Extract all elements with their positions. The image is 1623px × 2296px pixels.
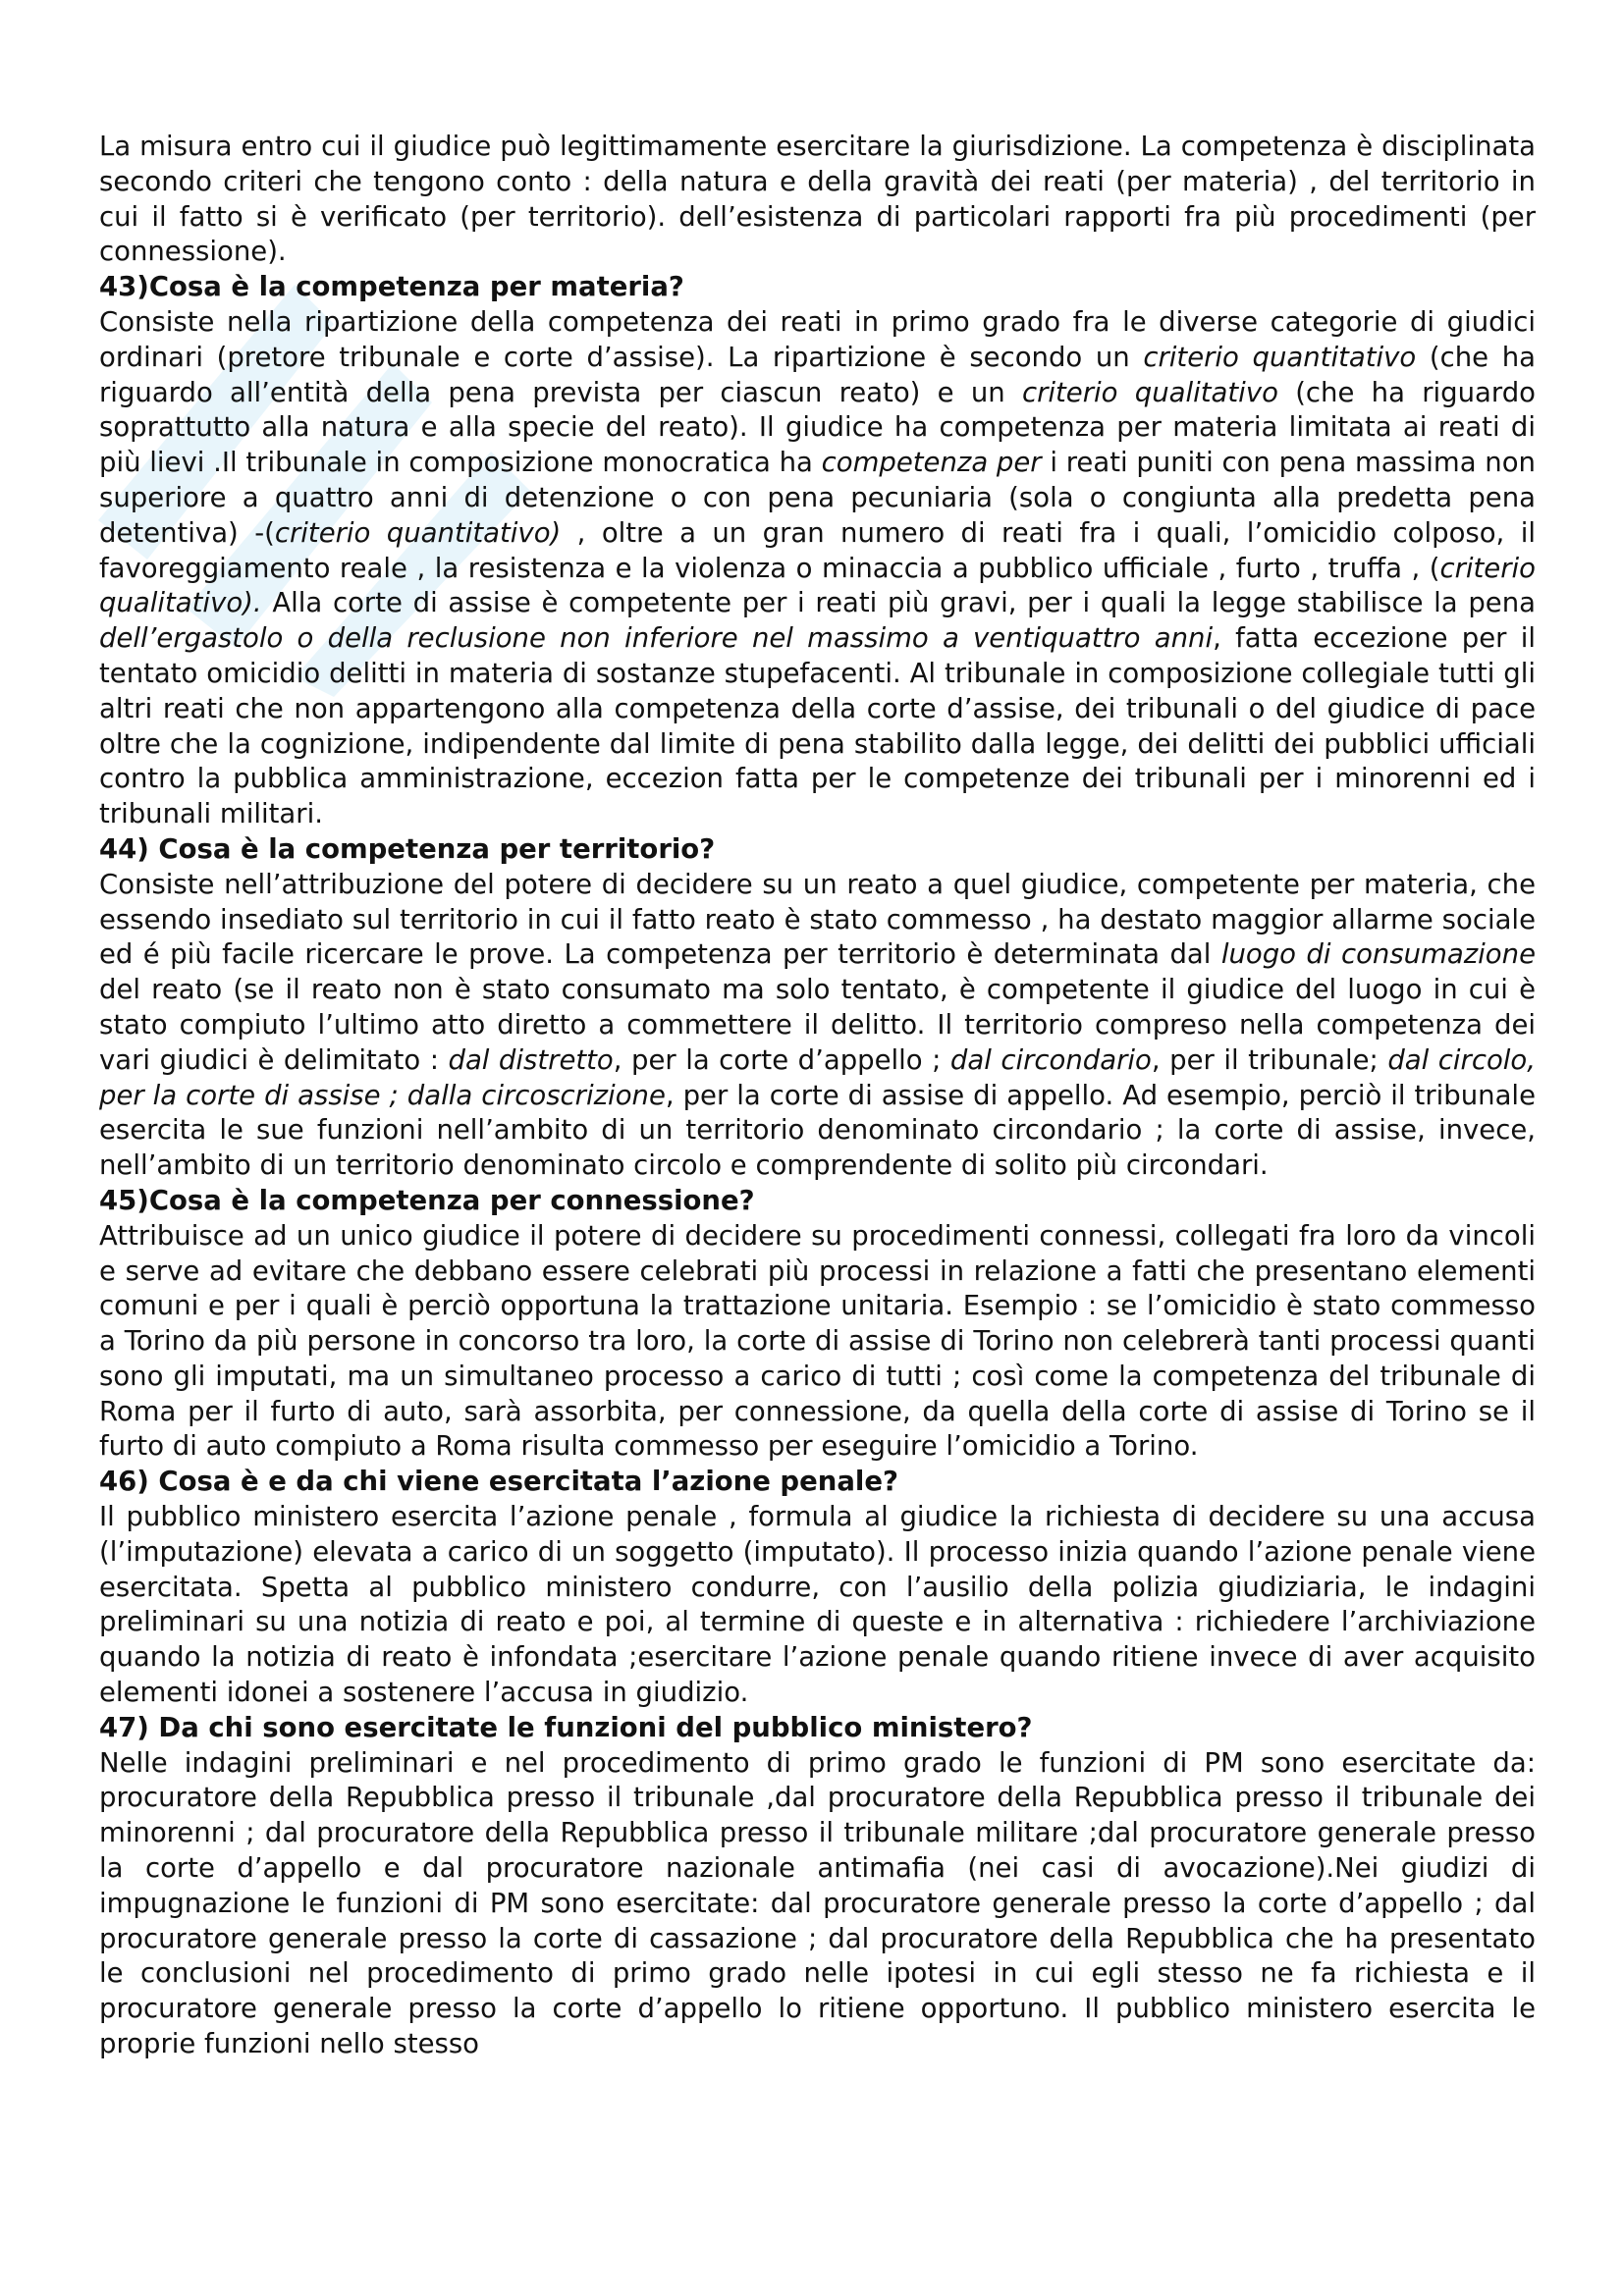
document-page xyxy=(99,130,1536,2062)
question-47-heading: 47) Da chi sono esercitate le funzioni del pubblico ministero? xyxy=(99,1711,1033,1743)
answer-47-paragraph: Nelle indagini preliminari e nel procedimento di primo grado le funzioni di PM sono esercitate da: procuratore della Repubblica presso il tribunale ,dal procuratore della Repubblica presso il tribunale dei minorenni ; dal procuratore della Repubblica presso il tribunale militare ;dal procuratore generale presso la corte d’appello e dal procuratore nazionale antimafia (nei casi di avocazione).Nei giudizi di impugnazione le funzioni di PM sono esercitate: dal procuratore generale presso la corte d’appello ; dal procuratore generale presso la corte di cassazione ; dal procuratore della Repubblica che ha presentato le conclusioni nel procedimento di primo grado nelle ipotesi in cui egli stesso ne fa richiesta e il procuratore generale presso la corte d’appello lo ritiene opportuno. Il pubblico ministero esercita le proprie funzioni nello stesso xyxy=(99,1746,1536,2060)
question-43-heading: 43)Cosa è la competenza per materia? xyxy=(99,271,684,303)
intro-paragraph: La misura entro cui il giudice può legittimamente esercitare la giurisdizione. La competenza è disciplinata secondo criteri che tengono conto : della natura e della gravità dei reati (per materia) , del territorio in cui il fatto si è verificato (per territorio). dell’esistenza di particolari rapporti fra più procedimenti (per connessione). xyxy=(99,131,1536,268)
answer-43-paragraph: Consiste nella ripartizione della competenza dei reati in primo grado fra le diverse categorie di giudici ordinari (pretore tribunale e corte d’assise). La ripartizione è secondo un criterio quantitativo (che ha riguardo all’entità della pena prevista per ciascun reato) e un criterio qualitativo (che ha riguardo soprattutto alla natura e alla specie del reato). Il giudice ha competenza per materia limitata ai reati di più lievi .Il tribunale in composizione monocratica ha competenza per i reati puniti con pena massima non superiore a quattro anni di detenzione o con pena pecuniaria (sola o congiunta alla predetta pena detentiva) -(criterio quantitativo) , oltre a un gran numero di reati fra i quali, l’omicidio colposo, il favoreggiamento reale , la resistenza e la violenza o minaccia a pubblico ufficiale , furto , truffa , (criterio qualitativo). Alla corte di assise è competente per i reati più gravi, per i quali la legge stabilisce la pena dell’ergastolo o della reclusione non inferiore nel massimo a ventiquattro anni, fatta eccezione per il tentato omicidio delitti in materia di sostanze stupefacenti. Al tribunale in composizione collegiale tutti gli altri reati che non appartengono alla competenza della corte d’assise, dei tribunali o del giudice di pace oltre che la cognizione, indipendente dal limite di pena stabilito dalla legge, dei delitti dei pubblici ufficiali contro la pubblica amministrazione, eccezion fatta per le competenze dei tribunali per i minorenni ed i tribunali militari. xyxy=(99,305,1536,830)
answer-46-paragraph: Il pubblico ministero esercita l’azione penale , formula al giudice la richiesta di decidere su una accusa (l’imputazione) elevata a carico di un soggetto (imputato). Il processo inizia quando l’azione penale viene esercitata. Spetta al pubblico ministero condurre, con l’ausilio della polizia giudiziaria, le indagini preliminari su una notizia di reato e poi, al termine di queste e in alternativa : richiedere l’archiviazione quando la notizia di reato è infondata ;esercitare l’azione penale quando ritiene invece di aver acquisito elementi idonei a sostenere l’accusa in giudizio. xyxy=(99,1501,1536,1709)
question-46-heading: 46) Cosa è e da chi viene esercitata l’azione penale? xyxy=(99,1466,898,1498)
answer-44-paragraph: Consiste nell’attribuzione del potere di decidere su un reato a quel giudice, competente per materia, che essendo insediato sul territorio in cui il fatto reato è stato commesso , ha destato maggior allarme sociale ed é più facile ricercare le prove. La competenza per territorio è determinata dal luogo di consumazione del reato (se il reato non è stato consumato ma solo tentato, è competente il giudice del luogo in cui è stato compiuto l’ultimo atto diretto a commettere il delitto. Il territorio compreso nella competenza dei vari giudici è delimitato : dal distretto, per la corte d’appello ; dal circondario, per il tribunale; dal circolo, per la corte di assise ; dalla circoscrizione, per la corte di assise di appello. Ad esempio, perciò il tribunale esercita le sue funzioni nell’ambito di un territorio denominato circondario ; la corte di assise, invece, nell’ambito di un territorio denominato circolo e comprendente di solito più circondari. xyxy=(99,868,1536,1182)
question-45-heading: 45)Cosa è la competenza per connessione? xyxy=(99,1184,755,1216)
answer-45-paragraph: Attribuisce ad un unico giudice il potere di decidere su procedimenti connessi, collegati fra loro da vincoli e serve ad evitare che debbano essere celebrati più processi in relazione a fatti che presentano elementi comuni e per i quali è perciò opportuna la trattazione unitaria. Esempio : se l’omicidio è stato commesso a Torino da più persone in concorso tra loro, la corte di assise di Torino non celebrerà tanti processi quanti sono gli imputati, ma un simultaneo processo a carico di tutti ; così come la competenza del tribunale di Roma per il furto di auto, sarà assorbita, per connessione, da quella della corte di assise di Torino se il furto di auto compiuto a Roma risulta commesso per eseguire l’omicidio a Torino. xyxy=(99,1219,1536,1463)
question-44-heading: 44) Cosa è la competenza per territorio? xyxy=(99,832,716,865)
